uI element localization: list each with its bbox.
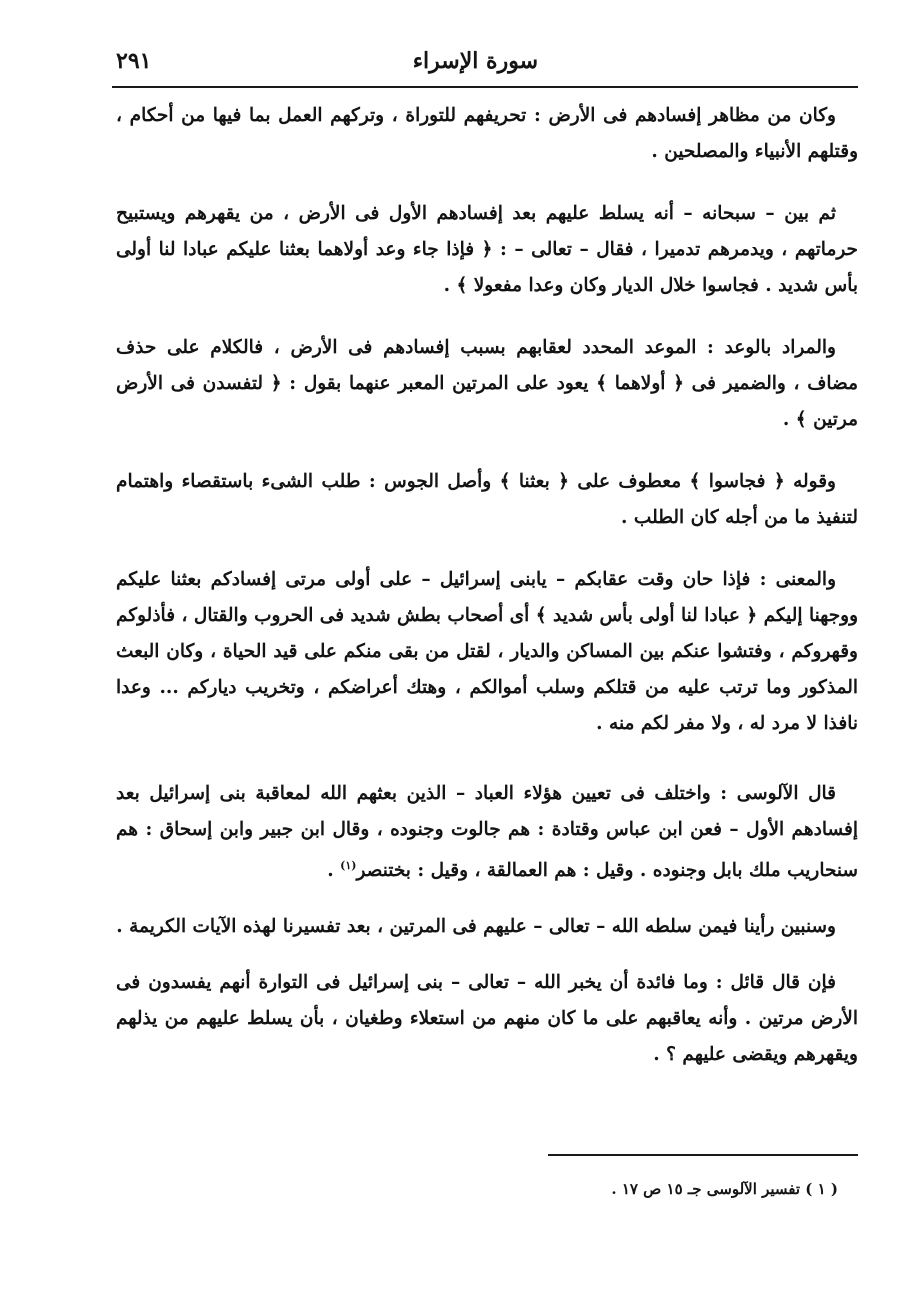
page-header	[112, 44, 858, 84]
paragraph-5: والمعنى : فإذا حان وقت عقابكم – يابنى إسرائيل – على أولى مرتى إفسادكم بعثنا عليكم ووجهنا إليكم ﴿ عبادا لنا أولى بأس شديد ﴾ أى أصحاب بطش شديد فى الحروب والقتال ، فأذلوكم وقهروكم ، وفتشوا عنكم بين المساكن والديار ، لقتل من بقى منكم على قيد الحياة ، وكان البعث المذكور وما ترتب عليه من قتلكم وسلب أموالكم ، وهتك أعراضكم ، وتخريب دياركم ... وعدا نافذا لا مرد له ، ولا مفر لكم منه .	[116, 569, 858, 734]
paragraph-7: وسنبين رأينا فيمن سلطه الله – تعالى – عليهم فى المرتين ، بعد تفسيرنا لهذه الآيات الكريمة .	[116, 916, 836, 938]
paragraph-3: والمراد بالوعد : الموعد المحدد لعقابهم بسبب إفسادهم فى الأرض ، فالكلام على حذف مضاف ، والضمير فى ﴿ أولاهما ﴾ يعود على المرتين المعبر عنهما بقول : ﴿ لتفسدن فى الأرض مرتين ﴾ .	[116, 337, 858, 430]
footnote-divider	[548, 1154, 858, 1156]
paragraph-2: ثم بين – سبحانه – أنه يسلط عليهم بعد إفسادهم الأول فى الأرض ، من يقهرهم ويستبيح حرماتهم ، ويدمرهم تدميرا ، فقال – تعالى – : ﴿ فإذا جاء وعد أولاهما بعثنا عليكم عبادا لنا أولى بأس شديد . فجاسوا خلال الديار وكان وعدا مفعولا ﴾ .	[116, 203, 858, 296]
main-text	[116, 98, 858, 1073]
paragraph-8: فإن قال قائل : وما فائدة أن يخبر الله – تعالى – بنى إسرائيل فى التوارة أنهم يفسدون فى الأرض مرتين . وأنه يعاقبهم على ما كان منهم من استعلاء وطغيان ، بأن يسلط عليهم من يذلهم ويقهرهم ويقضى عليهم ؟ .	[116, 972, 858, 1066]
footnote-reference: (١)	[340, 859, 357, 872]
paragraph-6	[116, 776, 858, 889]
paragraph-1: وكان من مظاهر إفسادهم فى الأرض : تحريفهم للتوراة ، وتركهم العمل بما فيها من أحكام ، وقتلهم الأنبياء والمصلحين .	[116, 105, 858, 162]
paragraph-6-ending: .	[327, 860, 341, 882]
header-divider	[112, 86, 858, 88]
page-number: ٢٩١	[116, 48, 152, 74]
paragraph-6-text: قال الآلوسى : واختلف فى تعيين هؤلاء العباد – الذين بعثهم الله لمعاقبة بنى إسرائيل بعد إفسادهم الأول – فعن ابن عباس وقتادة : هم جالوت وجنوده ، وقال ابن جبير وابن إسحاق : هم سنحاريب ملك بابل وجنوده . وقيل : هم العمالقة ، وقيل : بختنصر	[116, 783, 858, 882]
surah-title: سورة الإسراء	[412, 48, 538, 74]
paragraph-4: وقوله ﴿ فجاسوا ﴾ معطوف على ﴿ بعثنا ﴾ وأصل الجوس : طلب الشىء باستقصاء واهتمام لتنفيذ ما من أجله كان الطلب .	[116, 471, 858, 528]
footnote: ( ١ ) تفسير الآلوسى جـ ١٥ ص ١٧ .	[611, 1180, 838, 1198]
